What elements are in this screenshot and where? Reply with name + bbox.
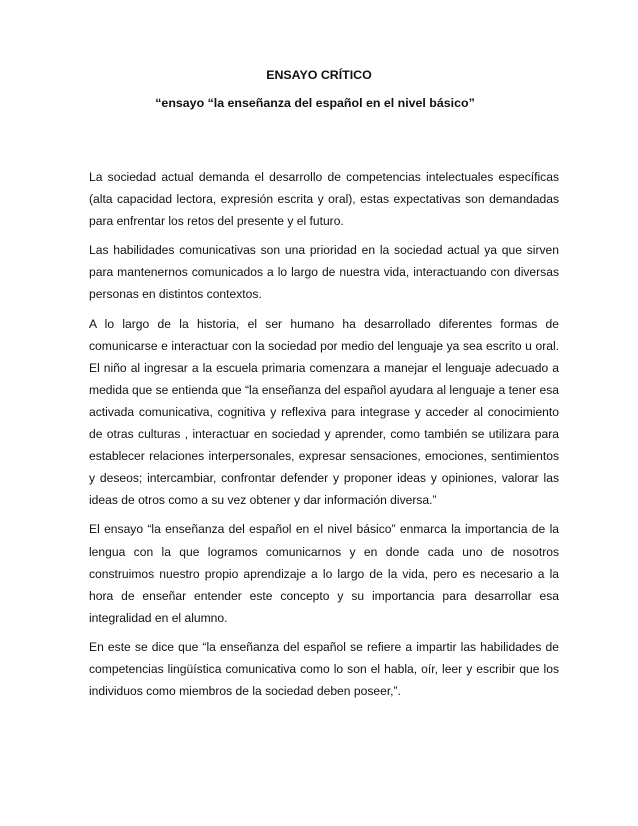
paragraph: Las habilidades comunicativas son una prioridad en la sociedad actual ya que sirven para mantenernos comunicados a lo largo de nuestra vida, interactuando con diversas personas en distintos contextos.	[89, 243, 559, 302]
document-subtitle: “ensayo “la enseñanza del español en el nivel básico”	[155, 96, 475, 110]
paragraph: En este se dice que “la enseñanza del español se refiere a impartir las habilidades de competencias lingüística comunicativa como lo son el habla, oír, leer y escribir que los individuos como miembros de la sociedad deben poseer,”.	[89, 639, 559, 699]
paragraph: La sociedad actual demanda el desarrollo de competencias intelectuales específicas (alta capacidad lectora, expresión escrita y oral), estas expectativas son demandadas para enfrentar los retos del presente y el futuro.	[89, 170, 559, 229]
paragraph: A lo largo de la historia, el ser humano ha desarrollado diferentes formas de comunicarse e interactuar con la sociedad por medio del lenguaje ya sea escrito u oral. El niño al ingresar a la escuela primaria comenzara a manejar el lenguaje adecuado a medida que se entienda que “la enseñanza del español ayudara al lenguaje a tener esa activada comunicativa, cognitiva y reflexiva para integrase y acceder al conocimiento de otras culturas , interactuar en sociedad y aprender, como también se utilizara para establecer relaciones interpersonales, expresar sensaciones, emociones, sentimientos y deseos; intercambiar, confrontar defender y proponer ideas y opiniones, valorar las ideas de otros como a su vez obtener y dar información diversa.”	[89, 316, 559, 508]
document-body	[89, 166, 559, 702]
document-title: ENSAYO CRÍTICO	[266, 68, 372, 82]
paragraph: El ensayo “la enseñanza del español en el nivel básico” enmarca la importancia de la lengua con la que logramos comunicarnos y en donde cada uno de nosotros construimos nuestro propio aprendizaje a lo largo de la vida, pero es necesario a la hora de enseñar entender este concepto y su importancia para desarrollar esa integralidad en el alumno.	[89, 522, 559, 625]
